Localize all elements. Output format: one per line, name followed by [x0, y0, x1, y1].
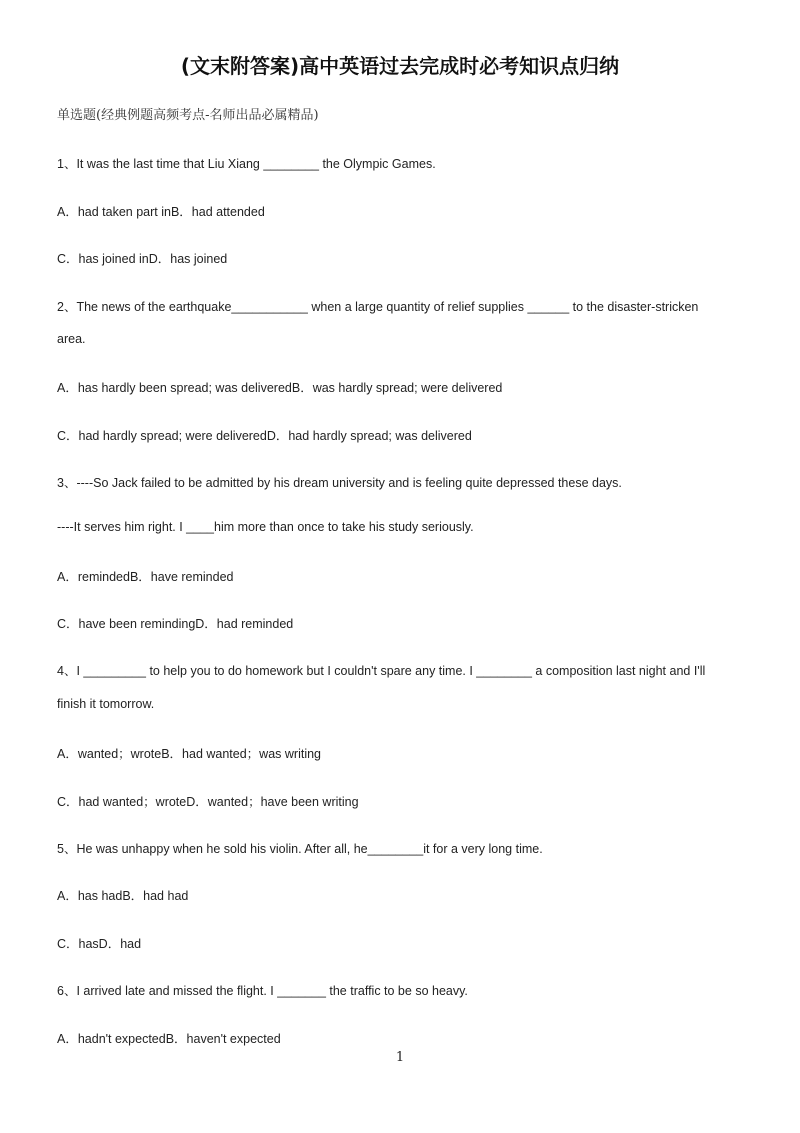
question-2-options-cd: C．had hardly spread; were deliveredD．had hardly spread; was delivered	[57, 429, 472, 443]
question-1: 1、It was the last time that Liu Xiang ________ the Olympic Games.	[57, 157, 436, 171]
question-5: 5、He was unhappy when he sold his violin. After all, he________it for a very long time.	[57, 842, 543, 856]
question-2-options-ab: A．has hardly been spread; was deliveredB．was hardly spread; were delivered	[57, 381, 503, 395]
question-1-options-ab: A．had taken part inB．had attended	[57, 205, 265, 219]
question-6-options-ab: A．hadn't expectedB．haven't expected	[57, 1032, 281, 1046]
question-4: 4、I _________ to help you to do homework but I couldn't spare any time. I ________ a composition last night and I'll	[57, 664, 706, 678]
question-3-continued: ----It serves him right. I ____him more than once to take his study seriously.	[57, 520, 474, 534]
section-label: 单选题(经典例题高频考点-名师出品必属精品)	[57, 108, 319, 123]
question-2-continued: area.	[57, 332, 86, 346]
question-6: 6、I arrived late and missed the flight. I _______ the traffic to be so heavy.	[57, 984, 468, 998]
question-3-options-cd: C．have been remindingD．had reminded	[57, 617, 294, 631]
question-4-continued: finish it tomorrow.	[57, 697, 155, 711]
question-4-options-cd: C．had wanted；wroteD．wanted；have been writing	[57, 795, 359, 809]
question-1-options-cd: C．has joined inD．has joined	[57, 252, 228, 266]
question-3-options-ab: A．remindedB．have reminded	[57, 570, 234, 584]
question-5-options-ab: A．has hadB．had had	[57, 889, 189, 903]
question-2: 2、The news of the earthquake___________ when a large quantity of relief supplies ______ to the disaster-stricken	[57, 300, 699, 314]
question-5-options-cd: C．hasD．had	[57, 937, 142, 951]
question-4-options-ab: A．wanted；wroteB．had wanted；was writing	[57, 747, 322, 761]
question-3: 3、----So Jack failed to be admitted by his dream university and is feeling quite depressed these days.	[57, 476, 622, 490]
page-number: 1	[395, 1050, 405, 1065]
page-title: (文末附答案)高中英语过去完成时必考知识点归纳	[180, 54, 620, 78]
